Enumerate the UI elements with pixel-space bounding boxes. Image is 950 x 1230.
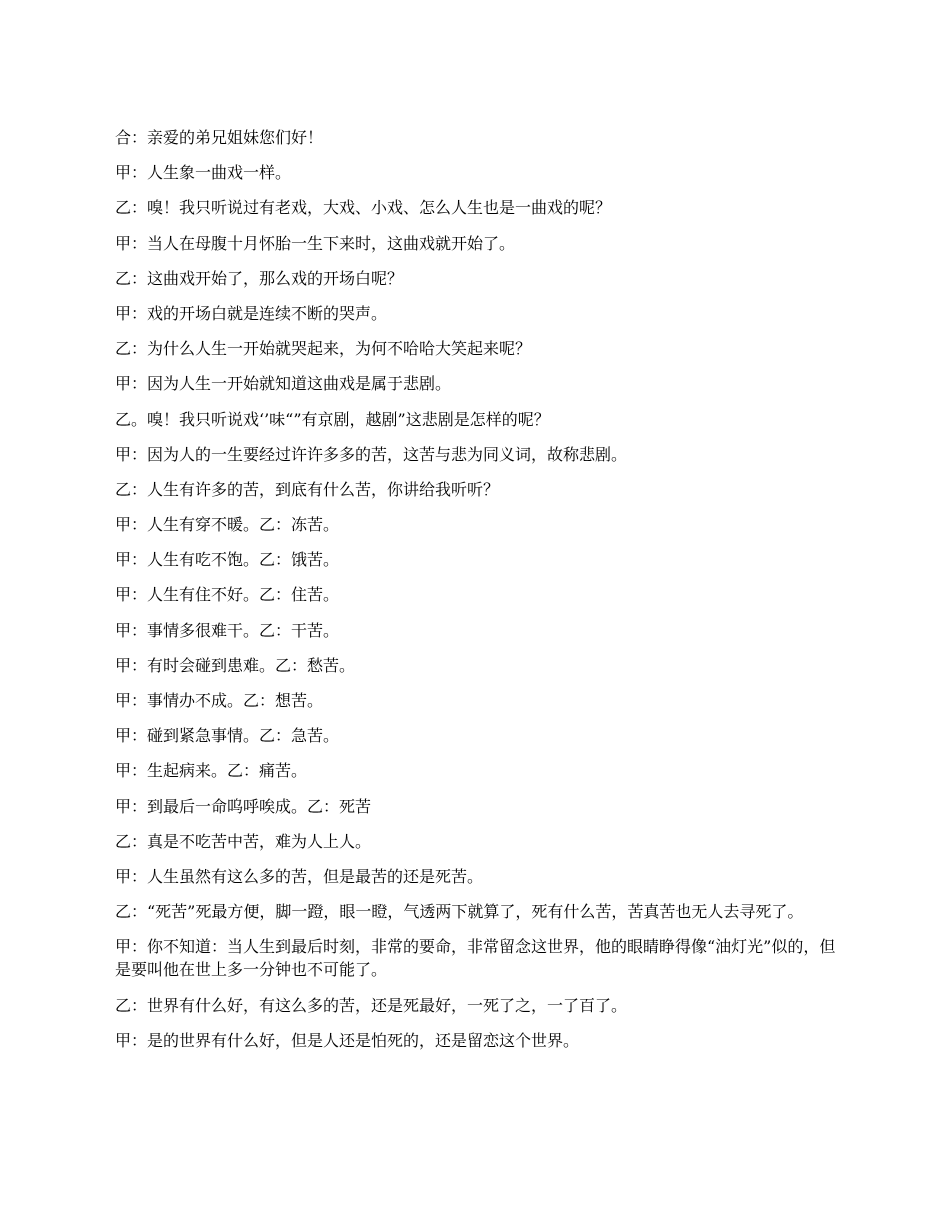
dialogue-line-2: 甲：人生象一曲戏一样。 xyxy=(115,163,292,183)
dialogue-line-15: 甲：事情多很难干。乙：干苦。 xyxy=(115,620,340,640)
dialogue-line-20: 甲：到最后一命呜呼唉成。乙：死苦 xyxy=(115,796,372,816)
dialogue-line-3: 乙：嗅！我只听说过有老戏，大戏、小戏、怎么人生也是一曲戏的呢？ xyxy=(115,198,612,218)
dialogue-line-14: 甲：人生有住不好。乙：住苦。 xyxy=(115,585,340,605)
dialogue-line-25: 乙：世界有什么好，有这么多的苦，还是死最好，一死了之，一了百了。 xyxy=(115,995,628,1015)
dialogue-line-12: 甲：人生有穿不暖。乙：冻苦。 xyxy=(115,515,340,535)
dialogue-line-13: 甲：人生有吃不饱。乙：饿苦。 xyxy=(115,550,340,570)
dialogue-line-4: 甲：当人在母腹十月怀胎一生下来时，这曲戏就开始了。 xyxy=(115,233,516,253)
dialogue-line-8: 甲：因为人生一开始就知道这曲戏是属于悲剧。 xyxy=(115,374,452,394)
dialogue-line-26: 甲：是的世界有什么好，但是人还是怕死的，还是留恋这个世界。 xyxy=(115,1030,580,1050)
dialogue-line-5: 乙：这曲戏开始了，那么戏的开场白呢？ xyxy=(115,268,404,288)
dialogue-line-22: 甲：人生虽然有这么多的苦，但是最苦的还是死苦。 xyxy=(115,866,484,886)
dialogue-line-17: 甲：事情办不成。乙：想苦。 xyxy=(115,691,324,710)
dialogue-line-16: 甲：有时会碰到患难。乙：愁苦。 xyxy=(115,655,356,675)
dialogue-line-21: 乙：真是不吃苦中苦，难为人上人。 xyxy=(115,831,372,851)
dialogue-line-7: 乙：为什么人生一开始就哭起来，为何不哈哈大笑起来呢？ xyxy=(115,339,532,359)
document-body xyxy=(115,126,837,1064)
dialogue-line-11: 乙：人生有许多的苦，到底有什么苦，你讲给我听听？ xyxy=(115,479,500,499)
dialogue-line-18: 甲：碰到紧急事情。乙：急苦。 xyxy=(115,726,340,746)
dialogue-line-19: 甲：生起病来。乙：痛苦。 xyxy=(115,761,308,781)
dialogue-line-1: 合：亲爱的弟兄姐妹您们好！ xyxy=(115,128,324,147)
dialogue-line-6: 甲：戏的开场白就是连续不断的哭声。 xyxy=(115,303,388,323)
dialogue-line-23: 乙：“死苦”死最方便，脚一蹬，眼一瞪，气透两下就算了，死有什么苦，苦真苦也无人去寻死了。 xyxy=(115,902,804,922)
dialogue-line-10: 甲：因为人的一生要经过许许多多的苦，这苦与悲为同义词，故称悲剧。 xyxy=(115,444,628,464)
dialogue-line-24: 甲：你不知道：当人生到最后时刻，非常的要命，非常留念这世界，他的眼睛睁得像“油灯光”似的，但是要叫他在世上多一分钟也不可能了。 xyxy=(115,937,836,980)
dialogue-line-9: 乙。嗅！我只听说戏‘’味“”有京剧，越剧”这悲剧是怎样的呢？ xyxy=(115,409,550,429)
